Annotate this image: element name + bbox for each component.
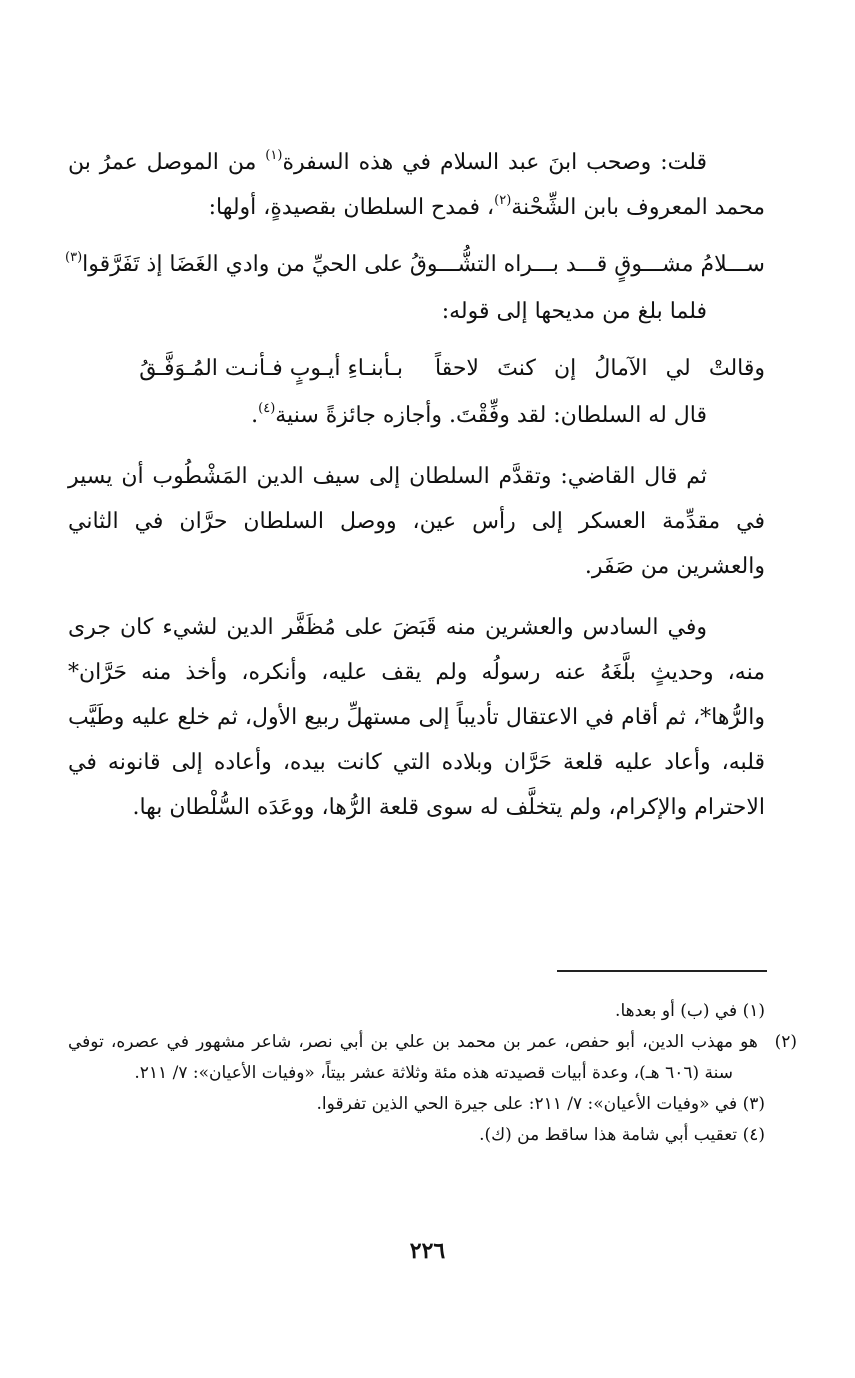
footnote-marker: (١) — [265, 148, 283, 163]
footnote-text: في (ب) أو بعدها. — [615, 1001, 738, 1021]
poem-verse-2 — [68, 346, 765, 391]
paragraph-3 — [68, 393, 765, 438]
text-segment: على الحيِّ من وادي الغَضَا إذ تَفَرَّقوا — [82, 252, 403, 277]
verse-second-hemistich — [65, 242, 403, 287]
footnote-number: (٤) — [742, 1125, 765, 1145]
footnote-number: (١) — [742, 1001, 765, 1021]
paragraph-1 — [68, 140, 765, 230]
paragraph-5: وفي السادس والعشرين منه قَبَضَ على مُظَفَّر الدين لشيء كان جرى منه، وحديثٍ بلَّغَهُ عنه رسولُه ولم يقف عليه، وأنكره، وأخذ منه حَرَّان* والرُّها*، ثم أقام في الاعتقال تأديباً إلى مستهلِّ ربيع الأول، ثم خلع عليه وطَيَّب قلبه، وأعاد عليه قلعة حَرَّان وبلاده التي كانت بيده، وأعاده إلى قانونه في الاحترام والإكرام، ولم يتخلَّف له سوى قلعة الرُّها، ووعَدَه السُّلْطان بها. — [68, 615, 765, 820]
poem-verse-1 — [65, 242, 765, 287]
footnote-3 — [68, 1089, 765, 1120]
footnote-separator — [557, 970, 767, 972]
paragraph-4: ثم قال القاضي: وتقدَّم السلطان إلى سيف الدين المَشْطُوب أن يسير في مقدِّمة العسكر إلى رأس عين، ووصل السلطان حرَّان في الثاني والعشرين من صَفَر. — [68, 464, 765, 579]
text-segment: من الموصل عمرُ بن محمد المعروف بابن الشِّحْنة — [68, 150, 765, 220]
text-segment: قال له السلطان: لقد وفِّقْتَ. وأجازه جائزةً سنية — [275, 403, 707, 428]
verse-first-hemistich: ســـلامُ مشـــوقٍ قـــد بـــراه التشُّـــوقُ — [409, 252, 765, 277]
text-segment: . — [251, 403, 259, 428]
footnote-marker: (٣) — [65, 250, 83, 265]
footnote-1 — [68, 996, 765, 1027]
page-number: ٢٢٦ — [409, 1238, 446, 1264]
paragraph-2: فلما بلغ من مديحها إلى قوله: — [441, 299, 707, 324]
verse-second-hemistich: بـأبنـاءِ أيـوبٍ فـأنـت المُـوَفَّـقُ — [139, 356, 403, 381]
footnote-2: (٢) هو مهذب الدين، أبو حفص، عمر بن محمد بن علي بن أبي نصر، شاعر مشهور في عصره، توفي سنة (٦٠٦ هـ)، وعدة أبيات قصيدته هذه مئة وثلاثة عشر بيتاً، «وفيات الأعيان»: ٧/ ٢١١. — [68, 1032, 798, 1083]
footnote-number: (٣) — [742, 1094, 765, 1114]
footnote-marker: (٢) — [494, 193, 512, 208]
footnote-text: هو مهذب الدين، أبو حفص، عمر بن محمد بن علي بن أبي نصر، شاعر مشهور في عصره، توفي سنة (٦٠٦ هـ)، وعدة أبيات قصيدته هذه مئة وثلاثة عشر بيتاً، «وفيات الأعيان»: ٧/ ٢١١. — [68, 1032, 758, 1083]
text-segment: ، فمدح السلطان بقصيدةٍ، أولها: — [208, 195, 495, 220]
footnotes — [68, 996, 798, 1151]
text-segment: قلت: وصحب ابنَ عبد السلام في هذه السفرة — [282, 150, 708, 175]
footnote-marker: (٤) — [258, 401, 276, 416]
footnote-4 — [68, 1120, 765, 1151]
footnote-text: في «وفيات الأعيان»: ٧/ ٢١١: على جيرة الحي الذين تفرقوا. — [316, 1094, 738, 1114]
footnote-text: تعقيب أبي شامة هذا ساقط من (ك). — [479, 1125, 738, 1145]
verse-first-hemistich: وقالتْ لي الآمالُ إن كنتَ لاحقاً — [435, 356, 765, 381]
main-text — [65, 140, 765, 830]
